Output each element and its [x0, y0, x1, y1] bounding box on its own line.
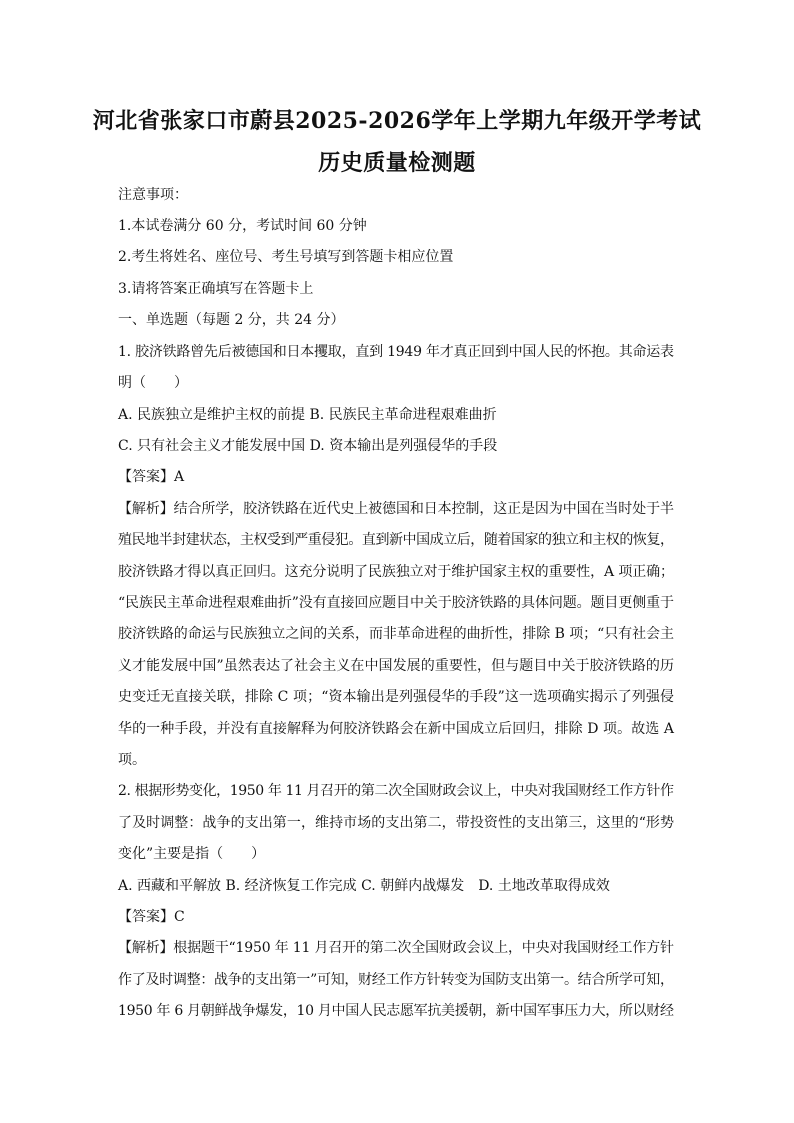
question-1-analysis: 殖民地半封建状态，主权受到严重侵犯。直到新中国成立后，随着国家的独立和主权的恢复， [118, 532, 674, 548]
question-1-analysis: 【解析】结合所学，胶济铁路在近代史上被德国和日本控制，这正是因为中国在当时处于半 [118, 501, 674, 517]
question-1-analysis: “民族民主革命进程艰难曲折”没有直接回应题目中关于胶济铁路的具体问题。题目更侧重于 [118, 595, 674, 611]
question-2-analysis: 作了及时调整：战争的支出第一”可知，财经工作方针转变为国防支出第一。结合所学可知， [118, 972, 674, 988]
question-1-analysis: 史变迁无直接关联，排除 C 项；“资本输出是列强侵华的手段”这一选项确实揭示了列强侵 [118, 689, 675, 705]
question-1-analysis: 胶济铁路的命运与民族独立之间的关系，而非革命进程的曲折性，排除 B 项；“只有社会主 [118, 626, 674, 642]
question-1-answer: 【答案】A [118, 469, 185, 485]
question-2-stem: 变化”主要是指（ ） [118, 846, 266, 862]
page-subtitle: 历史质量检测题 [318, 150, 476, 176]
question-1-options: C. 只有社会主义才能发展中国 D. 资本输出是列强侵华的手段 [118, 438, 498, 454]
question-2-stem: 2. 根据形势变化，1950 年 11 月召开的第二次全国财政会议上，中央对我国财经工作方针作 [118, 783, 674, 799]
question-2-stem: 了及时调整：战争的支出第一，维持市场的支出第二，带投资性的支出第三，这里的“形势 [118, 815, 675, 831]
question-1-options: A. 民族独立是维护主权的前提 B. 民族民主革命进程艰难曲折 [118, 407, 497, 423]
page-title: 河北省张家口市蔚县2025-2026学年上学期九年级开学考试 [92, 108, 702, 134]
question-1-analysis: 华的一种手段，并没有直接解释为何胶济铁路会在新中国成立后回归，排除 D 项。故选 A [118, 721, 675, 737]
notice-heading: 注意事项： [118, 187, 188, 203]
notice-item: 1.本试卷满分 60 分，考试时间 60 分钟 [118, 218, 367, 234]
question-1-analysis: 义才能发展中国”虽然表达了社会主义在中国发展的重要性，但与题目中关于胶济铁路的历 [118, 658, 675, 674]
notice-item: 3.请将答案正确填写在答题卡上 [118, 281, 314, 297]
question-2-answer: 【答案】C [118, 909, 185, 925]
question-1-analysis: 项。 [118, 752, 146, 768]
question-2-analysis: 【解析】根据题干“1950 年 11 月召开的第二次全国财政会议上，中央对我国财经工作方针 [118, 940, 674, 956]
section-title: 一、单选题（每题 2 分，共 24 分） [118, 312, 345, 328]
question-2-options: A. 西藏和平解放 B. 经济恢复工作完成 C. 朝鲜内战爆发 D. 土地改革取得成效 [118, 878, 610, 894]
notice-item: 2.考生将姓名、座位号、考生号填写到答题卡相应位置 [118, 249, 454, 265]
question-2-analysis: 1950 年 6 月朝鲜战争爆发，10 月中国人民志愿军抗美援朝，新中国军事压力大，所以财经 [118, 1003, 674, 1019]
question-1-analysis: 胶济铁路才得以真正回归。这充分说明了民族独立对于维护国家主权的重要性，A 项正确； [118, 564, 674, 580]
question-1-stem: 1. 胶济铁路曾先后被德国和日本攫取，直到 1949 年才真正回到中国人民的怀抱。其命运表 [118, 344, 674, 360]
question-1-stem: 明（ ） [118, 375, 188, 391]
